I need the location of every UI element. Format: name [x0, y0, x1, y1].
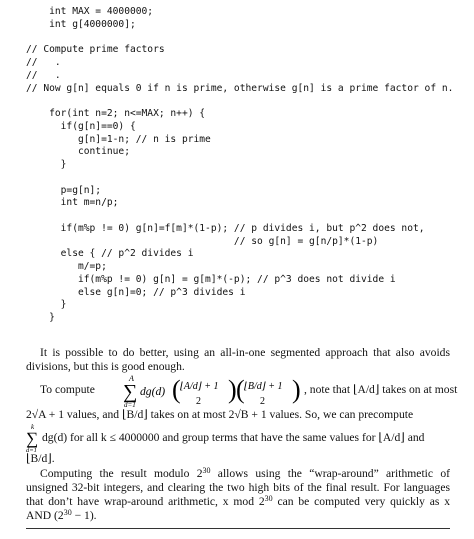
code-line: }: [26, 312, 55, 323]
code-line: int m=n/p;: [26, 197, 119, 209]
wrap-exp-1: 30: [202, 466, 211, 475]
code-line: int MAX = 4000000;: [26, 6, 154, 17]
compute-tail-text: , note that ⌊A/d⌋ takes on at most: [304, 383, 458, 396]
code-line: // Now g[n] equals 0 if n is prime, otherwise g[n] is a prime factor of n.: [26, 82, 454, 94]
binom1-bottom: 2: [196, 396, 201, 407]
sum-upper-limit: A: [129, 374, 134, 383]
paragraph-segmented-approach: It is possible to do better, using an all-in-one segmented approach that also avoids divisions, but this is good enough.: [26, 346, 450, 373]
paragraph-wraparound: [26, 467, 450, 523]
code-line: p=g[n];: [26, 184, 102, 196]
paragraph-floor-b: ⌊B/d⌋.: [26, 452, 55, 465]
code-line: if(g[n]==0) {: [26, 120, 136, 132]
footer-rule: [26, 528, 450, 529]
wrap-text-d: − 1).: [71, 509, 97, 522]
paragraph-values-count: 2√A + 1 values, and ⌊B/d⌋ takes on at most 2√B + 1 values. So, we can precompute: [26, 408, 414, 421]
precompute-summation: [26, 423, 42, 453]
summation-formula: [122, 373, 302, 409]
code-line: [26, 95, 453, 108]
code-line: m/=p;: [26, 261, 107, 272]
code-line: else { // p^2 divides i: [26, 248, 194, 260]
code-line: // Compute prime factors: [26, 44, 165, 56]
compute-lead-text: To compute: [40, 383, 95, 396]
sum-term: dg(d): [140, 385, 166, 398]
binom1-top: ⌊A/d⌋ + 1: [180, 381, 219, 392]
code-line: [26, 172, 453, 185]
code-line: [26, 210, 453, 223]
code-line: for(int n=2; n<=MAX; n++) {: [26, 108, 206, 119]
wrap-text-b: allows using the “wrap-around” arithmetic of unsigned 32-bit integers, and clearing the two high bits of the final result. For languages that don’t have wrap-around arithmetic, x mod 2: [26, 467, 450, 508]
code-line: // so g[n] = g[n/p]*(1-p): [26, 235, 379, 247]
wrap-exp-2: 30: [264, 494, 273, 503]
code-line: }: [26, 159, 67, 170]
binom1-left-paren: (: [172, 375, 181, 404]
wrap-exp-3: 30: [63, 508, 72, 517]
precompute-text: dg(d) for all k ≤ 4000000 and group terms that have the same values for ⌊A/d⌋ and: [42, 431, 425, 444]
sum2-lower-limit: d=1: [26, 447, 37, 453]
paragraph-compute-sum: [26, 373, 458, 409]
paragraph-precompute: [26, 423, 450, 453]
code-line: // .: [26, 69, 61, 81]
binom2-right-paren: ): [292, 375, 301, 404]
code-line: if(m%p != 0) g[n] = g[m]*(-p); // p^3 does not divide i: [26, 273, 396, 285]
binom2-top: ⌊B/d⌋ + 1: [244, 381, 283, 392]
code-line: // .: [26, 57, 61, 68]
code-line: else g[n]=0; // p^3 divides i: [26, 286, 246, 298]
wrap-text-c: can be computed very quickly as x AND (2: [26, 495, 450, 522]
binom1-right-paren: ): [228, 375, 237, 404]
binom2-bottom: 2: [260, 396, 265, 407]
code-line: g[n]=1-n; // n is prime: [26, 133, 211, 145]
code-line: [26, 32, 453, 45]
code-listing: [26, 6, 453, 325]
sum-symbol: ∑: [123, 381, 138, 403]
code-line: continue;: [26, 146, 130, 158]
code-line: int g[4000000];: [26, 18, 136, 30]
wrap-text-a: Computing the result modulo 2: [40, 467, 203, 480]
sum2-upper-limit: k: [31, 423, 35, 431]
code-line: if(m%p != 0) g[n]=f[m]*(1-p); // p divides i, but p^2 does not,: [26, 222, 425, 234]
sum-lower-limit: d=1: [124, 401, 136, 409]
code-line: }: [26, 299, 67, 311]
sum2-symbol: ∑: [26, 429, 39, 448]
binom2-left-paren: (: [236, 375, 245, 404]
